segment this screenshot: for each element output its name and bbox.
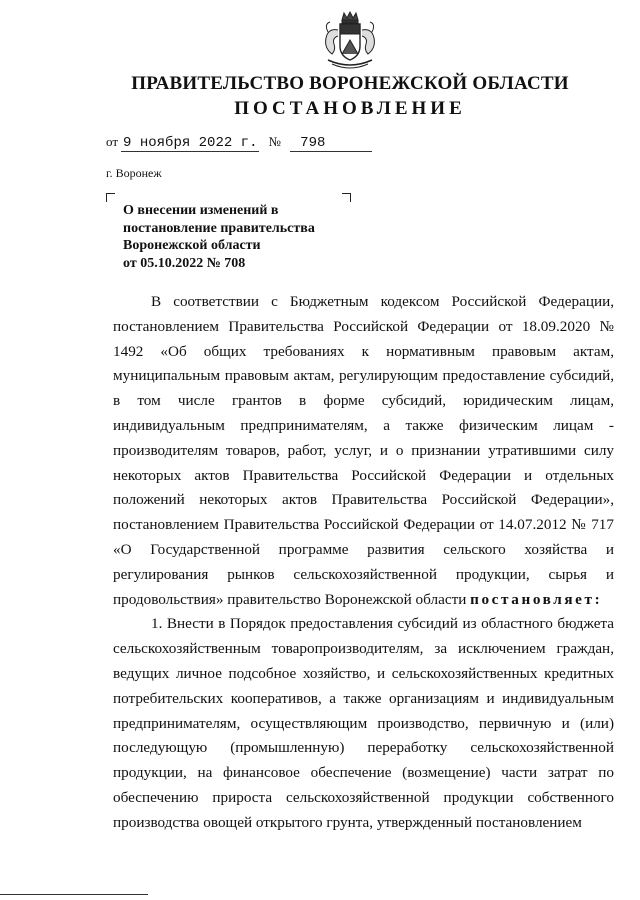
subject-corner-left [106,193,115,202]
subject-line: О внесении изменений в [123,203,279,218]
subject-line: от 05.10.2022 № 708 [123,255,246,271]
footer-rule [0,894,148,895]
subject-line: постановление правительства [123,220,315,236]
subject-block [123,202,315,272]
date-prefix: от [106,134,119,149]
subject-line: Воронежской области [123,238,261,253]
document-number: 798 [290,135,372,152]
document-type-title: ПОСТАНОВЛЕНИЕ [234,98,466,119]
paragraph-preamble [113,290,614,612]
document-date: 9 ноября 2022 г. [123,135,258,151]
date-number-line [106,134,372,152]
coat-of-arms-emblem [318,10,382,72]
paragraph-item-1: 1. Внести в Порядок предоставления субсидий из областного бюджета сельскохозяйственным товаропроизводителям, за исключением граждан, ведущих личное подсобное хозяйство, и сельскохозяйственных кредитных потребительских кооперативов, а также организациям и индивидуальным предпринимателям, осуществляющим производство, первичную и (или) последующую (промышленную) переработку сельскохозяйственной продукции, на финансовое обеспечение (возмещение) части затрат по обеспечению прироста сельскохозяйственной продукции собственного производства овощей открытого грунта, утвержденный постановлением [113,615,614,831]
resolution-keyword: постановляет: [470,590,603,608]
government-title: ПРАВИТЕЛЬСТВО ВОРОНЕЖСКОЙ ОБЛАСТИ [131,73,569,94]
city-name: г. Воронеж [106,166,162,180]
preamble-text: В соответствии с Бюджетным кодексом Российской Федерации, постановлением Правительства Российской Федерации от 18.09.2020 № 1492 «Об общих требованиях к нормативным правовым актам, муниципальным правовым актам, регулирующим предоставление субсидий, в том числе грантов в форме субсидий, юридическим лицам, индивидуальным предпринимателям, а также физическим лицам - производителям товаров, работ, услуг, и о признании утратившими силу некоторых актов Правительства Российской Федерации и отдельных положений некоторых актов Правительства Российской Федерации», постановлением Правительства Российской Федерации от 14.07.2012 № 717 «О Государственной программе развития сельского хозяйства и регулирования рынков сельскохозяйственной продукции, сырья и продовольствия» правительство Воронежской области [113,293,614,608]
document-body [113,290,614,836]
number-label: № [268,134,281,149]
subject-corner-right [342,193,351,202]
